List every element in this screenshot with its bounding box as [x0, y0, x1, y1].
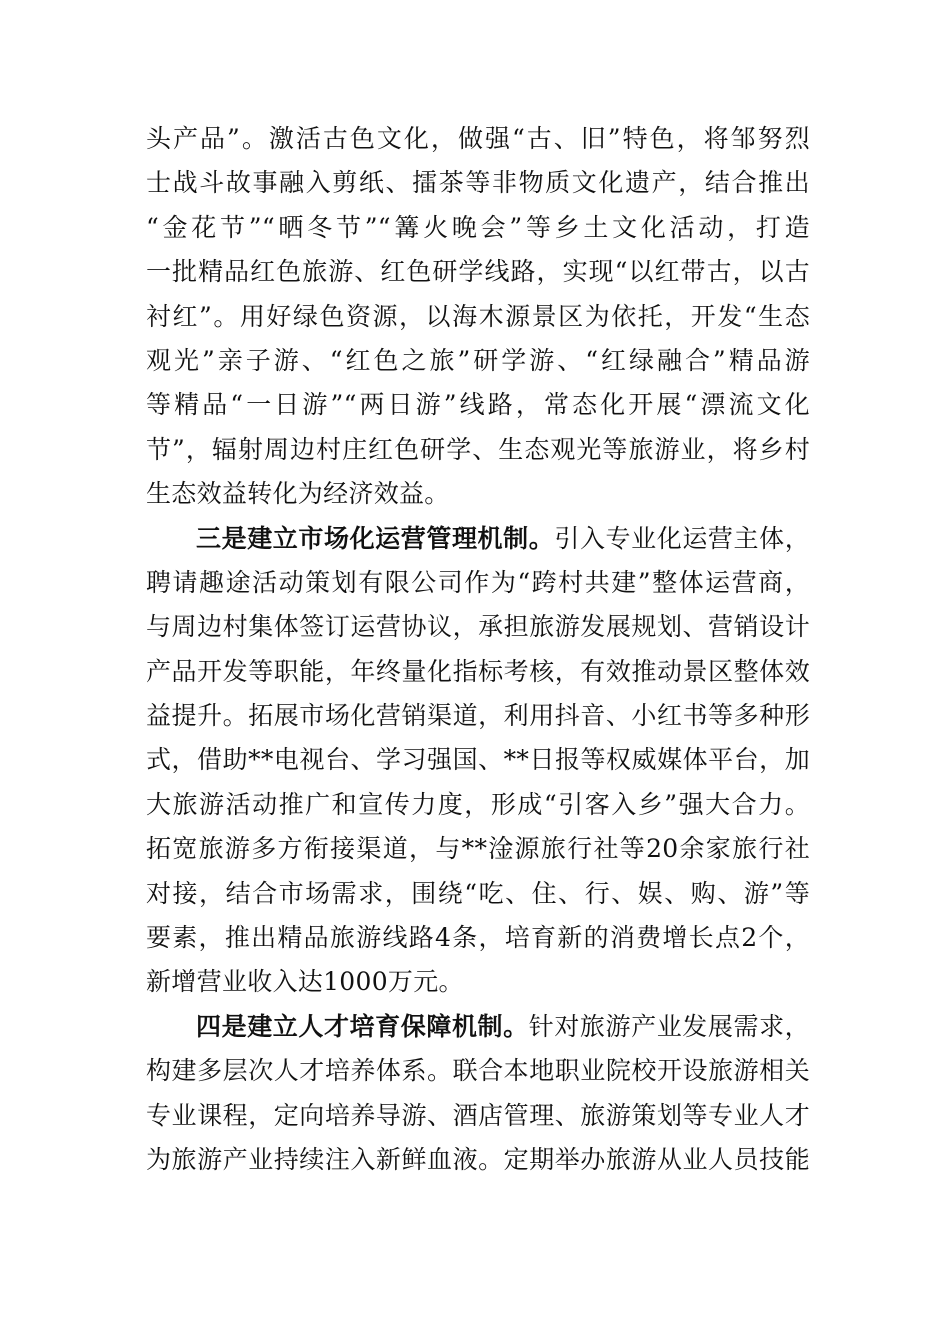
text-line: 构建多层次人才培养体系。联合本地职业院校开设旅游相关	[146, 1056, 810, 1086]
text-line: 式，借助**电视台、学习强国、**日报等权威媒体平台，加	[146, 745, 810, 775]
text-line: 为旅游产业持续注入新鲜血液。定期举办旅游从业人员技能	[146, 1144, 810, 1174]
text-line: 士战斗故事融入剪纸、擂茶等非物质文化遗产，结合推出	[146, 168, 810, 198]
paragraph-first-line-text: 针对旅游产业发展需求，	[528, 1011, 810, 1041]
text-line: 新增营业收入达1000万元。	[146, 967, 464, 997]
text-line: 拓宽旅游多方衔接渠道，与**淦源旅行社等20余家旅行社	[146, 834, 810, 864]
paragraph-first-line-text: 引入专业化运营主体，	[554, 523, 810, 553]
text-line: 要素，推出精品旅游线路4条，培育新的消费增长点2个，	[146, 923, 810, 953]
text-line: 衬红”。用好绿色资源，以海木源景区为依托，开发“生态	[146, 301, 810, 331]
text-line: 聘请趣途活动策划有限公司作为“跨村共建”整体运营商，	[146, 567, 810, 597]
paragraph-heading: 四是建立人才培育保障机制。	[196, 1011, 529, 1041]
paragraph-heading: 三是建立市场化运营管理机制。	[196, 523, 555, 553]
text-line: “金花节”“晒冬节”“篝火晚会”等乡土文化活动，打造	[146, 212, 810, 242]
text-line: 产品开发等职能，年终量化指标考核，有效推动景区整体效	[146, 656, 810, 686]
text-line: 专业课程，定向培养导游、酒店管理、旅游策划等专业人才	[146, 1100, 810, 1130]
paragraph-first-line	[146, 1005, 810, 1049]
text-line: 生态效益转化为经济效益。	[146, 479, 450, 509]
paragraph-1	[146, 117, 810, 517]
paragraph-3	[146, 1005, 810, 1183]
text-line: 一批精品红色旅游、红色研学线路，实现“以红带古，以古	[146, 257, 810, 287]
text-line: 节”，辐射周边村庄红色研学、生态观光等旅游业，将乡村	[146, 434, 810, 464]
text-line: 大旅游活动推广和宣传力度，形成“引客入乡”强大合力。	[146, 789, 810, 819]
paragraph-first-line	[146, 517, 810, 561]
text-line: 与周边村集体签订运营协议，承担旅游发展规划、营销设计	[146, 612, 810, 642]
text-line: 益提升。拓展市场化营销渠道，利用抖音、小红书等多种形	[146, 701, 810, 731]
paragraph-2	[146, 517, 810, 1005]
text-line: 头产品”。激活古色文化，做强“古、旧”特色，将邹努烈	[146, 124, 810, 153]
text-line: 等精品“一日游”“两日游”线路，常态化开展“漂流文化	[146, 390, 810, 420]
document-body	[146, 117, 810, 1182]
text-line: 对接，结合市场需求，围绕“吃、住、行、娱、购、游”等	[146, 878, 810, 908]
text-line: 观光”亲子游、“红色之旅”研学游、“红绿融合”精品游	[146, 345, 810, 375]
